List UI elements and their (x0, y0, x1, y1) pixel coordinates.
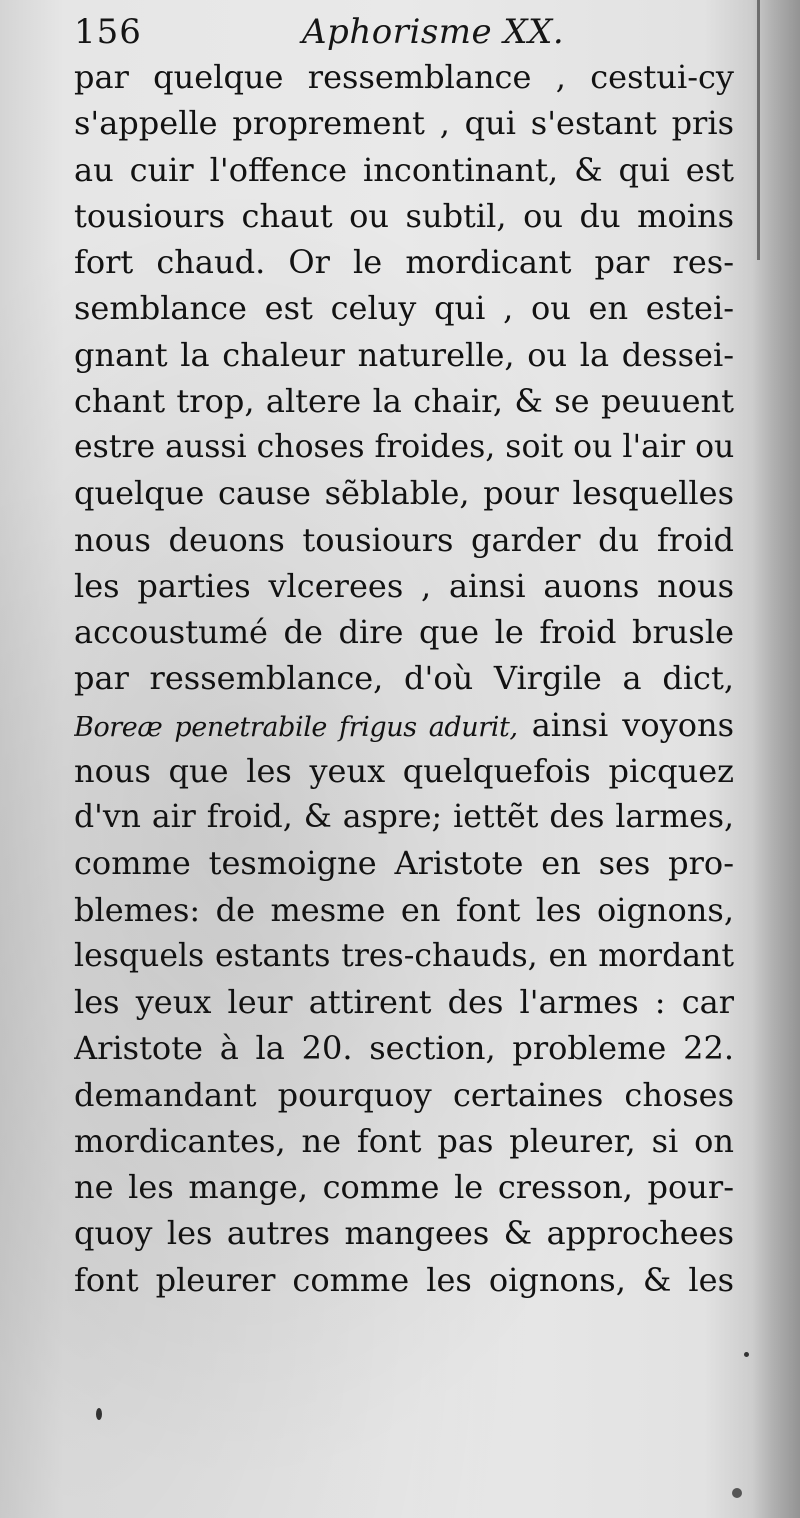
text-line-1: par quelque ressemblance , cestui-cy (74, 58, 734, 96)
text-line-15-citation (74, 702, 734, 748)
text-body (74, 54, 734, 1303)
text-line-4: tousiours chaut ou subtil, ou du moins (74, 196, 734, 235)
text-line-3: au cuir l'offence incontinant, & qui est (74, 150, 734, 189)
text-line-18: comme tesmoigne Aristote en ses pro- (74, 844, 734, 883)
text-line-5: fort chaud. Or le mordicant par res- (74, 243, 734, 281)
text-line-22: Aristote à la 20. section, probleme 22. (74, 1029, 734, 1068)
paper-speck (744, 1352, 749, 1357)
citation-continuation: ainsi voyons (517, 705, 734, 744)
text-line-8: chant trop, altere la chair, & se peuuent (74, 381, 734, 420)
text-line-20: lesquels estants tres-chauds, en mordant (74, 937, 734, 974)
text-line-17: d'vn air froid, & aspre; iettẽt des larmes, (74, 799, 734, 835)
text-line-6: semblance est celuy qui , ou en estei- (74, 289, 734, 328)
text-line-16: nous que les yeux quelquefois picquez (74, 751, 734, 790)
running-title: Aphorisme XX. (302, 12, 565, 52)
text-line-24: mordicantes, ne font pas pleurer, si on (74, 1121, 734, 1160)
text-line-25: ne les mange, comme le cresson, pour- (74, 1168, 734, 1206)
text-line-10: quelque cause sẽblable, pour lesquelles (74, 474, 734, 513)
text-line-12: les parties vlcerees , ainsi auons nous (74, 566, 734, 605)
text-line-2: s'appelle proprement , qui s'estant pris (74, 104, 734, 143)
text-line-19: blemes: de mesme en font les oignons, (74, 890, 734, 929)
text-line-11: nous deuons tousiours garder du froid (74, 520, 734, 559)
text-line-27: font pleurer comme les oignons, & les (74, 1260, 734, 1299)
text-line-14: par ressemblance, d'où Virgile a dict, (74, 659, 734, 698)
page-number: 156 (74, 12, 142, 52)
text-line-21: les yeux leur attirent des l'armes : car (74, 983, 734, 1021)
paper-speck (732, 1488, 742, 1498)
virgil-citation: Boreæ penetrabile frigus adurit, (74, 711, 518, 743)
text-line-13: accoustumé de dire que le froid brusle (74, 613, 734, 651)
paper-speck (96, 1408, 102, 1420)
binding-line (757, 0, 760, 260)
text-line-23: demandant pourquoy certaines choses (74, 1075, 734, 1114)
text-line-9: estre aussi choses froides, soit ou l'air ou (74, 429, 734, 465)
text-line-26: quoy les autres mangees & approchees (74, 1214, 734, 1253)
text-line-7: gnant la chaleur naturelle, ou la dessei- (74, 335, 734, 374)
